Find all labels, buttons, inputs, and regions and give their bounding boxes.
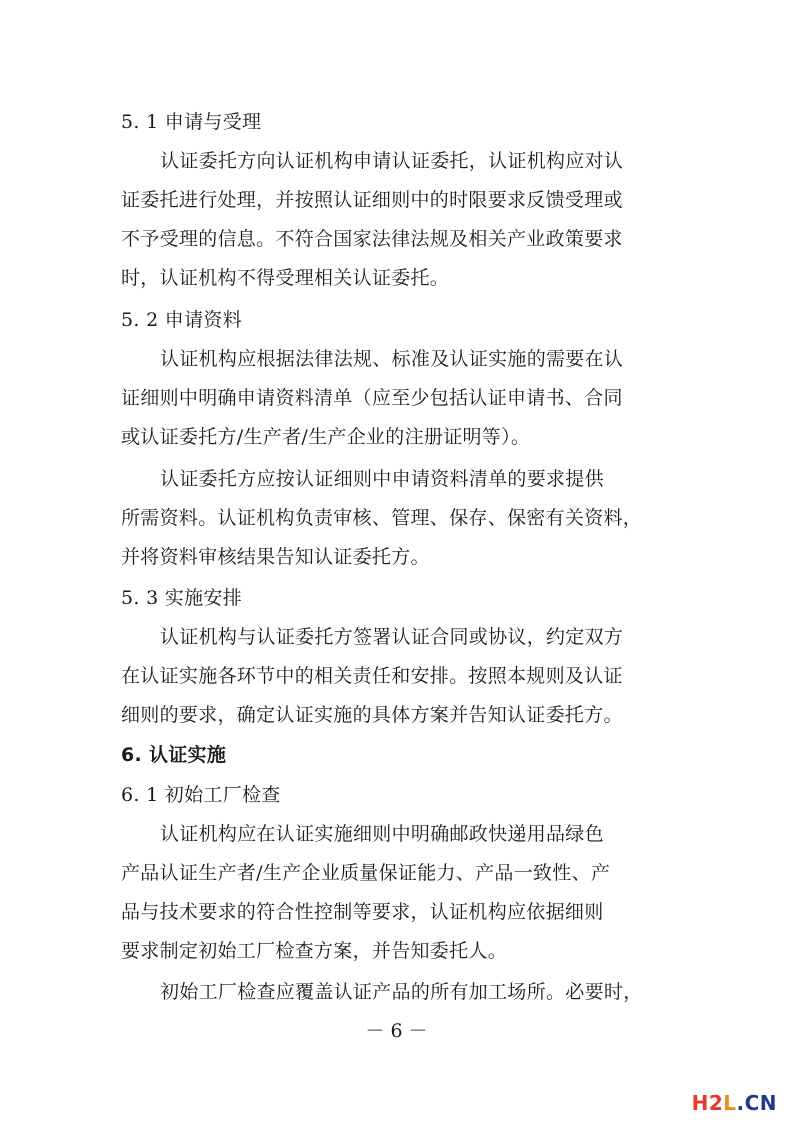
section-heading-6: 6. 认证实施 <box>121 744 227 766</box>
paragraph-line: 细则的要求，确定认证实施的具体方案并告知认证委托方。 <box>121 704 623 726</box>
page-number: － 6 － <box>365 1020 428 1042</box>
site-watermark <box>692 1091 777 1115</box>
paragraph-line: 认证机构应在认证实施细则中明确邮政快递用品绿色 <box>160 823 604 845</box>
paragraph-line: 产品认证生产者/生产企业质量保证能力、产品一致性、产 <box>121 862 611 884</box>
paragraph-line: 并将资料审核结果告知认证委托方。 <box>121 546 430 568</box>
section-heading-6-1: 6. 1 初始工厂检查 <box>121 784 281 806</box>
section-heading-5-1: 5. 1 申请与受理 <box>121 111 262 133</box>
section-heading-5-3: 5. 3 实施安排 <box>121 587 242 609</box>
paragraph-line: 认证委托方应按认证细则中申请资料清单的要求提供 <box>160 468 604 490</box>
paragraph-line: 在认证实施各环节中的相关责任和安排。按照本规则及认证 <box>121 665 623 687</box>
section-heading-5-2: 5. 2 申请资料 <box>121 309 242 331</box>
paragraph-line: 认证委托方向认证机构申请认证委托，认证机构应对认 <box>160 150 624 172</box>
paragraph-line: 要求制定初始工厂检查方案，并告知委托人。 <box>121 940 508 962</box>
paragraph-line: 时，认证机构不得受理相关认证委托。 <box>121 267 450 289</box>
paragraph-line: 不予受理的信息。不符合国家法律法规及相关产业政策要求 <box>121 228 623 250</box>
paragraph-line: 或认证委托方/生产者/生产企业的注册证明等）。 <box>121 426 531 448</box>
paragraph-line: 初始工厂检查应覆盖认证产品的所有加工场所。必要时， <box>160 981 643 1003</box>
watermark-part: .CN <box>736 1091 777 1115</box>
paragraph-line: 品与技术要求的符合性控制等要求，认证机构应依据细则 <box>121 901 604 923</box>
paragraph-line: 认证机构应根据法律法规、标准及认证实施的需要在认 <box>160 348 624 370</box>
paragraph-line: 证细则中明确申请资料清单（应至少包括认证申请书、合同 <box>121 387 623 409</box>
paragraph-line: 证委托进行处理，并按照认证细则中的时限要求反馈受理或 <box>121 189 623 211</box>
paragraph-line: 认证机构与认证委托方签署认证合同或协议，约定双方 <box>160 626 624 648</box>
watermark-part: H2 <box>691 1091 724 1115</box>
watermark-part: L <box>723 1091 737 1115</box>
paragraph-line: 所需资料。认证机构负责审核、管理、保存、保密有关资料， <box>121 507 643 529</box>
